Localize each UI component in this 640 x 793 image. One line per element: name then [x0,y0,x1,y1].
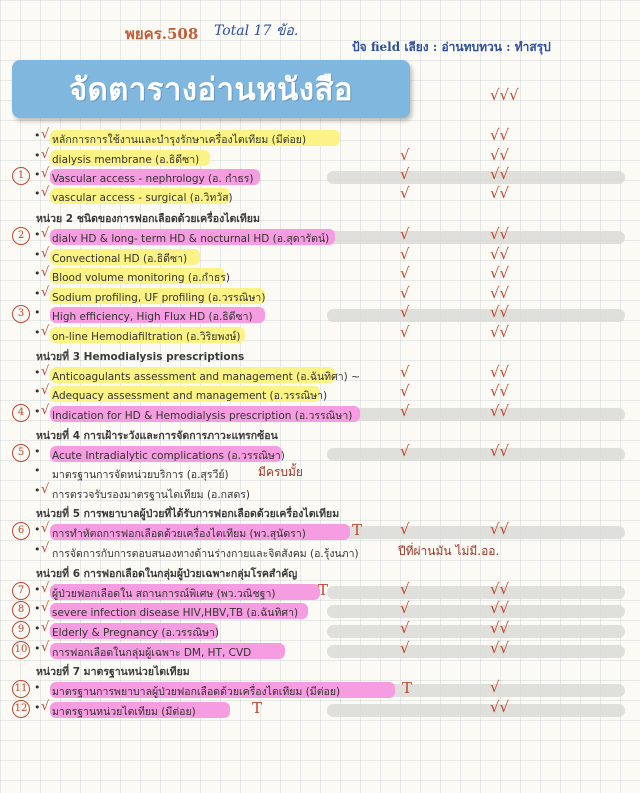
item-label: หลักการการใช้งานและบำรุงรักษาเครื่องไตเทียม (มีต่อย) [52,134,307,146]
checkmark-icon: √ [41,581,50,596]
summary-check: √√ [490,184,510,202]
unit-title: หน่วยที่ 5 การพยาบาลผู้ป่วยที่ได้รับการฟอกเลือดด้วยเครื่องไตเทียม [36,508,340,520]
item-label: การตรวจรับรองมาตรฐานไตเทียม (อ.กสดร) [52,489,251,501]
bullet-icon: • [34,583,41,596]
list-item [0,601,640,621]
item-label: Adequacy assessment and management (อ.วรรณิษา) [52,390,328,402]
bullet-icon: • [34,622,41,635]
item-label: vascular access - surgical (อ.วิทวัส) [52,192,233,204]
list-item [0,384,640,404]
bullet-icon: • [34,385,41,398]
item-label: Sodium profiling, UF profiling (อ.วรรณิษา) [52,292,266,304]
summary-check: √√ [490,382,510,400]
list-item [0,542,640,562]
checkmark-icon: √ [41,541,50,556]
summary-check: √√ [490,442,510,460]
bullet-icon: • [34,405,41,418]
list-item [0,582,640,602]
list-item [0,128,640,148]
marker-bar [327,645,625,658]
summary-check: √√ [490,126,510,144]
review-check: √ [400,146,410,164]
summary-check: √√√ [490,86,519,104]
marker-bar [327,586,625,599]
circled-number: 8 [12,601,30,619]
checkmark-icon: √ [41,185,50,200]
bullet-icon: • [34,642,41,655]
bullet-icon: • [34,228,41,241]
t-mark: T [352,521,363,539]
summary-check: √√ [490,303,510,321]
summary-check: √√ [490,619,510,637]
marker-bar [327,231,625,244]
checkmark-icon: √ [41,482,50,497]
summary-check: √√ [490,599,510,617]
item-label: High efficiency, High Flux HD (อ.ธิดีซา) [52,311,253,323]
circled-number: 11 [12,680,30,698]
handwritten-note: มีครบมั้ย [258,465,303,479]
summary-check: √√ [490,639,510,657]
review-check: √ [400,382,410,400]
summary-check: √√ [490,264,510,282]
review-check: √ [400,619,410,637]
review-check: √ [400,639,410,657]
marker-bar [327,448,625,461]
summary-check: √√ [490,165,510,183]
checkmark-icon: √ [41,226,50,241]
item-label: Anticoagulants assessment and management (อ.ฉันทิศา) ~ [52,371,360,383]
list-item [0,444,640,464]
review-check: √ [400,165,410,183]
list-item [0,247,640,267]
list-item [0,641,640,661]
circled-number: 6 [12,522,30,540]
summary-check: √√ [490,225,510,243]
bullet-icon: • [34,366,41,379]
list-item [0,305,640,325]
summary-check: √√ [490,520,510,538]
circled-number: 3 [12,305,30,323]
item-label: ผู้ป่วยฟอกเลือดใน สถานการณ์พิเศษ (พว.วณิชฐา) [52,588,276,600]
bullet-icon: • [34,267,41,280]
circled-number: 7 [12,582,30,600]
list-item [0,680,640,700]
item-label: Vascular access - nephrology (อ. กำธร) [52,173,254,185]
review-check: √ [400,442,410,460]
review-check: √ [400,245,410,263]
bullet-icon: • [34,464,41,477]
bullet-icon: • [34,326,41,339]
list-item [0,266,640,286]
bullet-icon: • [34,168,41,181]
list-item [0,522,640,542]
checkmark-icon: √ [41,324,50,339]
item-label: การทำหัตถการฟอกเลือดด้วยเครื่องไตเทียม (พว.สุนัดรา) [52,528,306,540]
summary-check: √√ [490,245,510,263]
list-item [0,621,640,641]
review-check: √ [400,580,410,598]
circled-number: 9 [12,621,30,639]
checkmark-icon: √ [41,246,50,261]
item-label: dialysis membrane (อ.ธิดีซา) [52,154,200,166]
list-item [0,463,640,483]
unit-heading [0,424,640,444]
bullet-icon: • [34,248,41,261]
checkmark-icon: √ [41,699,50,714]
bullet-icon: • [34,484,41,497]
t-mark: T [402,679,413,697]
item-label: severe infection disease HIV,HBV,TB (อ.ฉันทิศา) [52,607,299,619]
item-label: on-line Hemodiafiltration (อ.วิริยพงษ์) [52,331,241,343]
list-item [0,404,640,424]
review-check: √ [400,402,410,420]
title-banner: จัดตารางอ่านหนังสือ [12,60,410,118]
unit-title: หน่วยที่ 4 การเฝ้าระวังและการจัดการภาวะแทรกซ้อน [36,430,278,442]
unit-heading [0,345,640,365]
review-check: √ [400,225,410,243]
review-check: √ [400,323,410,341]
checkmark-icon: √ [41,403,50,418]
item-label: Indication for HD & Hemodialysis prescription (อ.วรรณิษา) [52,410,353,422]
checkmark-icon: √ [41,147,50,162]
list-item [0,227,640,247]
course-code: พยคร.508 [125,25,199,43]
review-check: √ [400,303,410,321]
item-label: การฟอกเลือดในกลุ่มผู้เฉพาะ DM, HT, CVD [52,647,252,659]
unit-heading [0,207,640,227]
checkmark-icon: √ [41,600,50,615]
list-item [0,148,640,168]
marker-bar [327,526,625,539]
checkmark-icon: √ [41,265,50,280]
bullet-icon: • [34,129,41,142]
review-check: √ [400,284,410,302]
marker-bar [327,171,625,184]
circled-number: 10 [12,641,30,659]
circled-number: 2 [12,227,30,245]
summary-check: √√ [490,402,510,420]
item-label: Elderly & Pregnancy (อ.วรรณิษา) [52,627,219,639]
bullet-icon: • [34,543,41,556]
checkmark-icon: √ [41,166,50,181]
marker-bar [327,704,625,717]
bullet-icon: • [34,701,41,714]
checkmark-icon: √ [41,620,50,635]
unit-heading [0,502,640,522]
review-check: √ [400,184,410,202]
bullet-icon: • [34,681,41,694]
checkmark-icon: √ [41,640,50,655]
bullet-icon: • [34,306,41,319]
handwritten-note: ปีที่ผ่านมัน ไม่มี.ออ. [398,544,500,558]
summary-check: √ [490,678,500,696]
item-label: มาตรฐานหน่วยไตเทียม (มีต่อย) [52,706,196,718]
total-count: Total 17 ข้อ. [214,23,299,39]
review-check: √ [400,264,410,282]
summary-check: √√ [490,284,510,302]
bullet-icon: • [34,445,41,458]
item-label: มาตรฐานการพยาบาลผู้ป่วยฟอกเลือดด้วยเครื่องไตเทียม (มีต่อย) [52,686,341,698]
list-item [0,186,640,206]
summary-check: √√ [490,146,510,164]
list-item [0,325,640,345]
list-item [0,286,640,306]
checkmark-icon: √ [41,383,50,398]
unit-title: หน่วยที่ 3 Hemodialysis prescriptions [36,351,245,363]
unit-heading [0,562,640,582]
list-item [0,483,640,503]
unit-title: หน่วยที่ 7 มาตรฐานหน่วยไตเทียม [36,666,190,678]
item-label: การจัดการกับการตอบสนองทางด้านร่างกายและจิตสังคม (อ.รุ้งนภา) [52,548,359,560]
marker-bar [327,408,625,421]
t-mark: T [252,699,263,717]
checkmark-icon: √ [41,285,50,300]
bullet-icon: • [34,602,41,615]
review-check: √ [400,599,410,617]
item-label: Acute Intradialytic complications (อ.วรรณิษา) [52,450,285,462]
circled-number: 5 [12,444,30,462]
checkmark-icon: √ [41,364,50,379]
bullet-icon: • [34,287,41,300]
summary-check: √√ [490,580,510,598]
item-label: Convectional HD (อ.ธิดีซา) [52,253,188,265]
review-check: √ [400,363,410,381]
summary-check: √√ [490,363,510,381]
unit-title: หน่วย 2 ชนิดของการฟอกเลือดด้วยเครื่องไตเทียม [36,213,260,225]
circled-number: 4 [12,404,30,422]
bullet-icon: • [34,187,41,200]
bullet-icon: • [34,149,41,162]
checkmark-icon: √ [41,521,50,536]
list-item [0,167,640,187]
item-label: มาตรฐานการจัดหน่วยบริการ (อ.สุรวีย์) [52,469,229,481]
unit-heading [0,660,640,680]
t-mark: T [318,581,329,599]
review-check: √ [400,520,410,538]
marker-bar [327,605,625,618]
column-headers: ป้จ field เลียง : อ่านทบทวน : ทำสรุป [352,40,551,54]
marker-bar [327,309,625,322]
list-item [0,365,640,385]
item-label: dialv HD & long- term HD & nocturnal HD (อ.สุดารัตน์) [52,233,330,245]
marker-bar [327,625,625,638]
bullet-icon: • [34,523,41,536]
checkmark-icon: √ [41,127,50,142]
circled-number: 12 [12,700,30,718]
item-label: Blood volume monitoring (อ.กำธร) [52,272,231,284]
summary-check: √√ [490,323,510,341]
summary-check: √√ [490,698,510,716]
circled-number: 1 [12,167,30,185]
list-item [0,700,640,720]
unit-title: หน่วยที่ 6 การฟอกเลือดในกลุ่มผู้ป่วยเฉพาะกลุ่มโรคสำคัญ [36,568,298,580]
